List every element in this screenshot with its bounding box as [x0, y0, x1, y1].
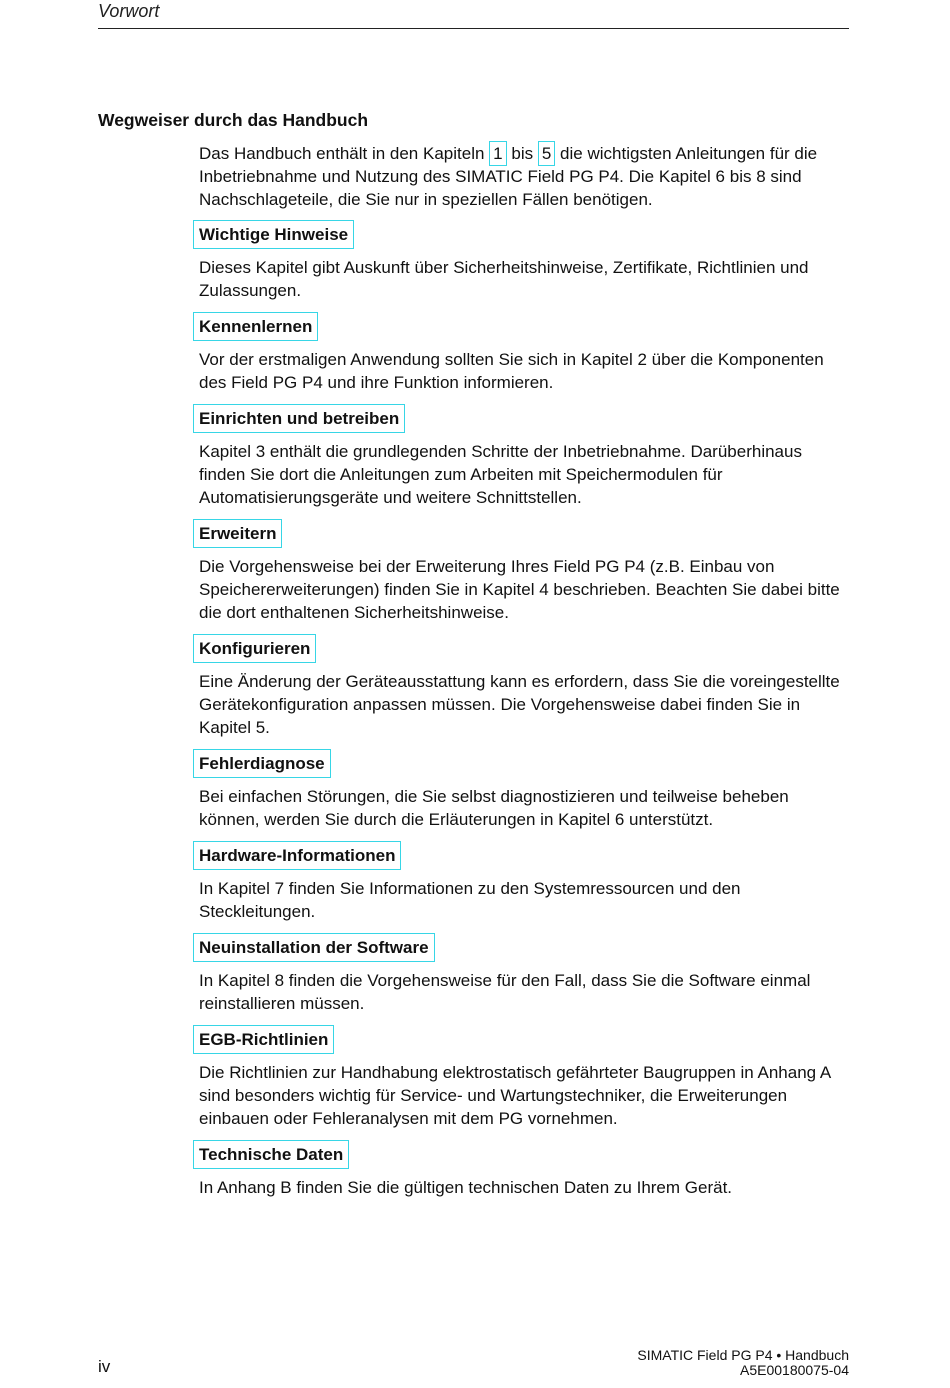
footer-info — [637, 1348, 849, 1378]
entry-text: Bei einfachen Störungen, die Sie selbst diagnostizieren und teilweise beheben können, werden Sie durch die Erläuterungen in Kapitel 6 unterstützt. — [199, 787, 789, 829]
entry-erweitern — [199, 519, 851, 624]
entry-link-einrichten-und-betreiben[interactable]: Einrichten und betreiben — [193, 404, 405, 433]
header-rule — [98, 28, 849, 29]
entry-link-wichtige-hinweise[interactable]: Wichtige Hinweise — [193, 220, 354, 249]
entry-einrichten-und-betreiben — [199, 404, 851, 509]
entry-link-neuinstallation-der-software[interactable]: Neuinstallation der Software — [193, 933, 435, 962]
entry-text: Kapitel 3 enthält die grundlegenden Schritte der Inbetriebnahme. Darüberhinaus finden Sie dort die Anleitungen zum Arbeiten mit Speichermodulen für Automatisierungsgeräte und weitere Schnittstellen. — [199, 442, 802, 507]
entry-link-kennenlernen[interactable]: Kennenlernen — [193, 312, 318, 341]
entry-text: Eine Änderung der Geräteausstattung kann es erfordern, dass Sie die voreingestellte Gerätekonfiguration anpassen müssen. Die Vorgehensweise dabei finden Sie in Kapitel 5. — [199, 672, 840, 737]
entry-text: In Anhang B finden Sie die gültigen technischen Daten zu Ihrem Gerät. — [199, 1178, 733, 1197]
entry-text: In Kapitel 7 finden Sie Informationen zu den Systemressourcen und den Steckleitungen. — [199, 879, 741, 921]
entry-link-hardware-informationen[interactable]: Hardware-Informationen — [193, 841, 401, 870]
section-title: Wegweiser durch das Handbuch — [98, 110, 369, 130]
intro-text-middle: bis — [511, 144, 534, 163]
entry-text: In Kapitel 8 finden die Vorgehensweise für den Fall, dass Sie die Software einmal reinstallieren müssen. — [199, 971, 811, 1013]
entry-kennenlernen — [199, 312, 851, 394]
entry-text: Dieses Kapitel gibt Auskunft über Sicherheitshinweise, Zertifikate, Richtlinien und Zulassungen. — [199, 258, 809, 300]
entry-text: Vor der erstmaligen Anwendung sollten Sie sich in Kapitel 2 über die Komponenten des Field PG P4 und ihre Funktion informieren. — [199, 350, 824, 392]
entry-egb-richtlinien — [199, 1025, 851, 1130]
entry-konfigurieren — [199, 634, 851, 739]
page-number: iv — [98, 1357, 111, 1376]
entry-technische-daten — [199, 1140, 851, 1199]
entry-text: Die Vorgehensweise bei der Erweiterung Ihres Field PG P4 (z.B. Einbau von Speichererweiterungen) finden Sie in Kapitel 4 beschrieben. Beachten Sie dabei bitte die dort enthaltenen Sicherheitshinweise. — [199, 557, 840, 622]
entry-neuinstallation-der-software — [199, 933, 851, 1015]
entry-wichtige-hinweise — [199, 220, 851, 302]
chapter-1-link[interactable]: 1 — [489, 141, 506, 166]
entry-link-fehlerdiagnose[interactable]: Fehlerdiagnose — [193, 749, 331, 778]
intro-paragraph — [199, 142, 851, 211]
entry-hardware-informationen — [199, 841, 851, 923]
footer-manual-title: SIMATIC Field PG P4 • Handbuch — [637, 1347, 849, 1363]
entry-link-erweitern[interactable]: Erweitern — [193, 519, 282, 548]
entry-link-technische-daten[interactable]: Technische Daten — [193, 1140, 349, 1169]
guide-body — [199, 142, 851, 1209]
entry-link-konfigurieren[interactable]: Konfigurieren — [193, 634, 316, 663]
footer-order-number: A5E00180075-04 — [740, 1362, 849, 1378]
intro-text-before: Das Handbuch enthält in den Kapiteln — [199, 144, 485, 163]
intro-text-after: die wichtigsten Anleitungen für die Inbetriebnahme und Nutzung des SIMATIC Field PG P4. Die Kapitel 6 bis 8 sind Nachschlageteile, die Sie nur in speziellen Fällen benötigen. — [199, 144, 818, 209]
entry-link-egb-richtlinien[interactable]: EGB-Richtlinien — [193, 1025, 334, 1054]
entry-fehlerdiagnose — [199, 749, 851, 831]
entry-text: Die Richtlinien zur Handhabung elektrostatisch gefährteter Baugruppen in Anhang A sind besonders wichtig für Service- und Wartungstechniker, die Erweiterungen einbauen oder Fehleranalysen mit dem PG vornehmen. — [199, 1063, 831, 1128]
chapter-5-link[interactable]: 5 — [538, 141, 555, 166]
page-header-title: Vorwort — [98, 1, 160, 21]
